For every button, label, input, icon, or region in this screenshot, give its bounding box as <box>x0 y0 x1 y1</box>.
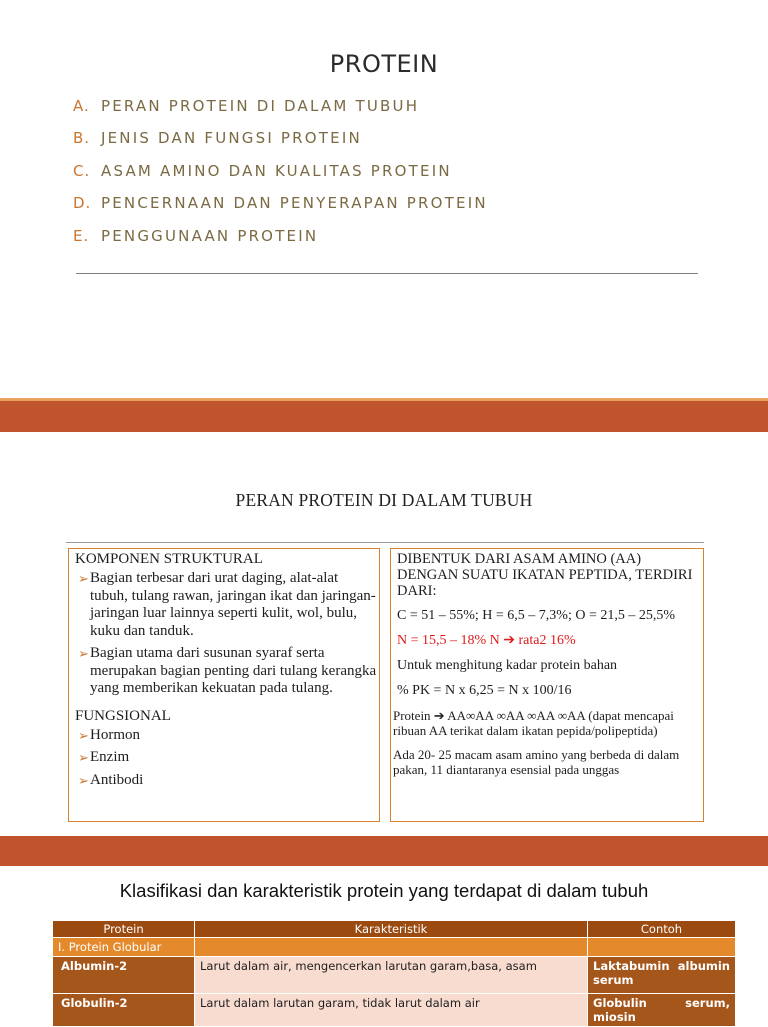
list-item <box>75 772 379 790</box>
agenda-item <box>73 128 488 160</box>
bullet-text: Bagian terbesar dari urat daging, alat-alat tubuh, tulang rawan, jaringan ikat dan jaringan-jaringan luar lainnya seperti kulit, wol, bulu, kuku dan tanduk. <box>90 570 376 639</box>
agenda-text: PENGGUNAAN PROTEIN <box>101 226 319 245</box>
agenda-letter: B. <box>73 129 91 148</box>
arrow-right-icon: ➢ <box>78 750 89 765</box>
agenda-letter: E. <box>73 226 90 245</box>
composition-intro: DIBENTUK DARI ASAM AMINO (AA) DENGAN SUATU IKATAN PEPTIDA, TERDIRI DARI: <box>397 551 693 599</box>
classification-table <box>52 920 736 1027</box>
list-item <box>75 749 379 767</box>
list-item <box>75 727 379 745</box>
bullet-text: Enzim <box>90 749 130 765</box>
element-percentages: C = 51 – 55%; H = 6,5 – 7,3%; O = 21,5 – 25,5% <box>397 608 676 623</box>
table-row <box>53 994 736 1027</box>
protein-name: Globulin-2 <box>53 994 195 1027</box>
structural-functional-box <box>68 548 380 822</box>
arrow-right-icon: ➢ <box>78 727 89 743</box>
table-header-row <box>53 921 736 938</box>
calc-intro: Untuk menghitung kadar protein bahan <box>397 658 618 673</box>
agenda-text: ASAM AMINO DAN KUALITAS PROTEIN <box>101 161 452 180</box>
protein-name: Albumin-2 <box>53 957 195 994</box>
nitrogen-percentage: N = 15,5 – 18% N ➔ rata2 16% <box>397 633 576 648</box>
divider <box>66 542 704 543</box>
bullet-text: Bagian utama dari susunan syaraf serta merupakan bagian penting dari tulang kerangka yang memberikan kekuatan pada tulang. <box>90 645 377 696</box>
agenda-letter: D. <box>73 194 92 213</box>
table-cell <box>588 938 736 957</box>
slide-separator <box>0 836 768 866</box>
crude-protein-formula: % PK = N x 6,25 = N x 100/16 <box>397 683 572 698</box>
agenda-text: JENIS DAN FUNGSI PROTEIN <box>101 129 362 148</box>
slide-title: Klasifikasi dan karakteristik protein yang terdapat di dalam tubuh <box>119 880 649 901</box>
protein-example: Laktabumin albumin serum <box>588 957 736 994</box>
agenda-letter: C. <box>73 161 91 180</box>
agenda-item <box>73 96 488 128</box>
protein-characteristic: Larut dalam air, mengencerkan larutan garam,basa, asam <box>195 957 588 994</box>
agenda-item <box>73 161 488 193</box>
agenda-item <box>73 193 488 225</box>
agenda-text: PERAN PROTEIN DI DALAM TUBUH <box>101 97 420 115</box>
slide-classification <box>0 866 768 1024</box>
divider <box>76 273 698 274</box>
column-header: Protein <box>53 921 195 938</box>
table-group-row <box>53 938 736 957</box>
table-cell <box>195 938 588 957</box>
slide-separator <box>0 401 768 432</box>
composition-box <box>390 548 704 822</box>
column-header: Karakteristik <box>195 921 588 938</box>
functional-heading: FUNGSIONAL <box>75 707 171 724</box>
agenda-item <box>73 226 488 258</box>
amino-acid-note: Ada 20- 25 macam asam amino yang berbeda di dalam pakan, 11 diantaranya esensial pada unggas <box>393 747 680 777</box>
agenda-list <box>73 96 488 258</box>
agenda-letter: A. <box>73 97 90 115</box>
list-item <box>75 570 379 640</box>
protein-example: Globulin serum, miosin <box>588 994 736 1027</box>
structural-heading: KOMPONEN STRUKTURAL <box>75 551 263 567</box>
table-row <box>53 957 736 994</box>
slide-role <box>0 432 768 836</box>
slide-agenda <box>0 0 768 398</box>
arrow-right-icon: ➢ <box>78 772 89 788</box>
slide-title: PERAN PROTEIN DI DALAM TUBUH <box>235 490 533 510</box>
bullet-text: Hormon <box>90 726 140 743</box>
peptide-chain-note: Protein ➔ AA∞AA ∞AA ∞AA ∞AA (dapat mencapai ribuan AA terikat dalam ikatan pepida/polipeptida) <box>393 708 674 738</box>
agenda-text: PENCERNAAN DAN PENYERAPAN PROTEIN <box>101 194 488 213</box>
group-label: I. Protein Globular <box>53 938 195 957</box>
arrow-right-icon: ➢ <box>78 571 89 586</box>
list-item <box>75 645 379 698</box>
column-header: Contoh <box>588 921 736 938</box>
slide-title: PROTEIN <box>329 50 439 78</box>
protein-characteristic: Larut dalam larutan garam, tidak larut dalam air <box>195 994 588 1027</box>
arrow-right-icon: ➢ <box>78 646 89 661</box>
bullet-text: Antibodi <box>90 771 144 788</box>
